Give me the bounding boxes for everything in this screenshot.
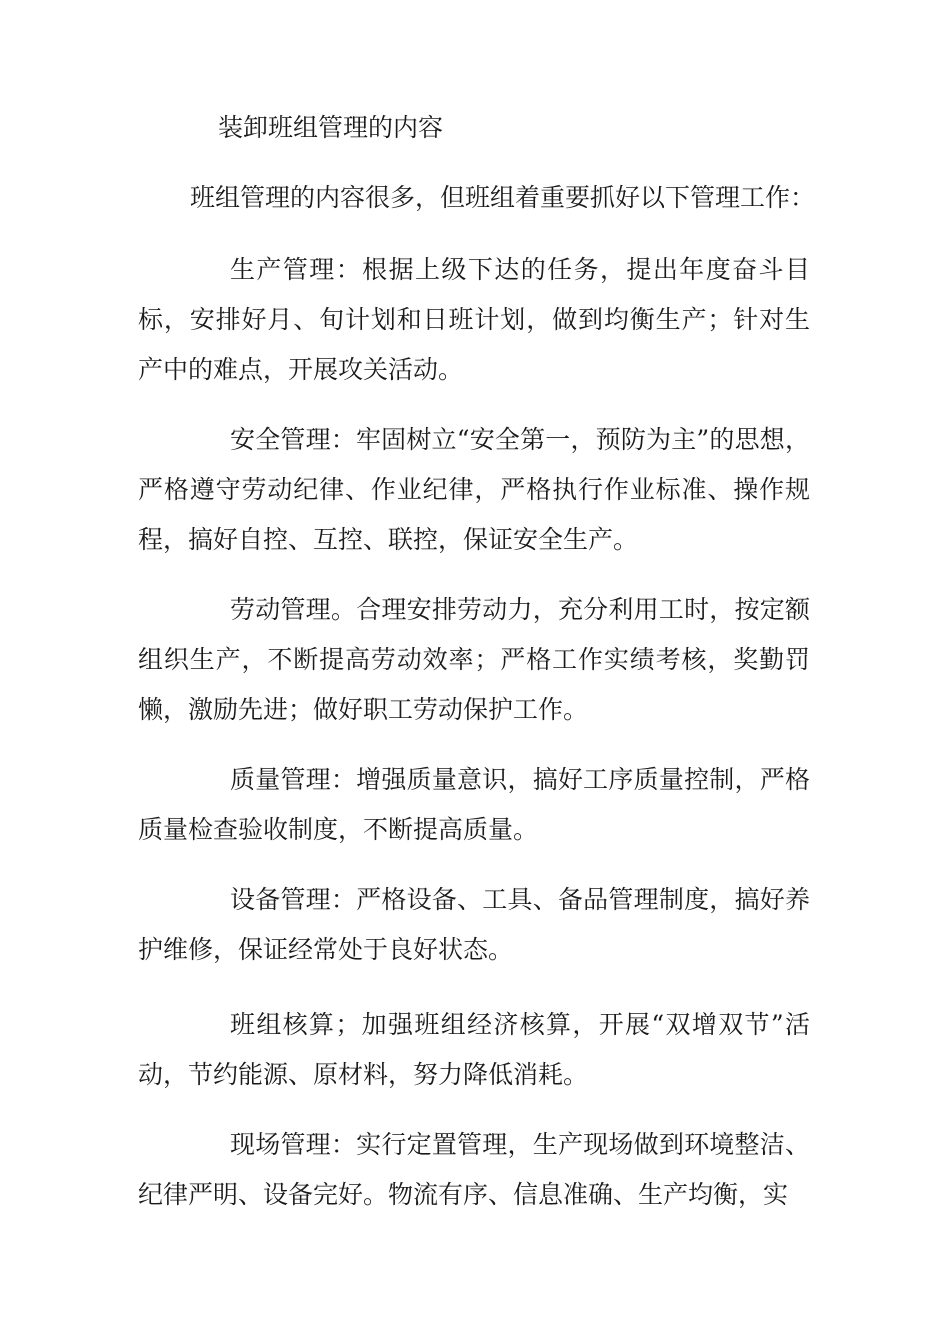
intro-paragraph: 班组管理的内容很多，但班组着重要抓好以下管理工作： [190,183,816,212]
paragraph-quality-management: 质量管理：增强质量意识，搞好工序质量控制，严格质量检查验收制度，不断提高质量。 [138,765,810,844]
paragraph-production-management: 生产管理：根据上级下达的任务，提出年度奋斗目标，安排好月、旬计划和日班计划，做到均衡生产；针对生产中的难点，开展攻关活动。 [138,255,810,384]
document-title: 装卸班组管理的内容 [218,113,444,142]
paragraph-safety-management: 安全管理：牢固树立“安全第一，预防为主”的思想，严格遵守劳动纪律、作业纪律，严格执行作业标准、操作规程，搞好自控、互控、联控，保证安全生产。 [138,425,810,554]
paragraph-equipment-management: 设备管理：严格设备、工具、备品管理制度，搞好养护维修，保证经常处于良好状态。 [138,885,810,964]
paragraph-site-management: 现场管理：实行定置管理，生产现场做到环境整洁、纪律严明、设备完好。物流有序、信息准确、生产均衡，实 [138,1130,810,1209]
paragraph-labor-management: 劳动管理。合理安排劳动力，充分利用工时，按定额组织生产，不断提高劳动效率；严格工作实绩考核，奖勤罚懒，激励先进；做好职工劳动保护工作。 [138,595,810,724]
paragraph-team-accounting: 班组核算；加强班组经济核算，开展“双增双节”活动，节约能源、原材料，努力降低消耗。 [138,1010,810,1089]
